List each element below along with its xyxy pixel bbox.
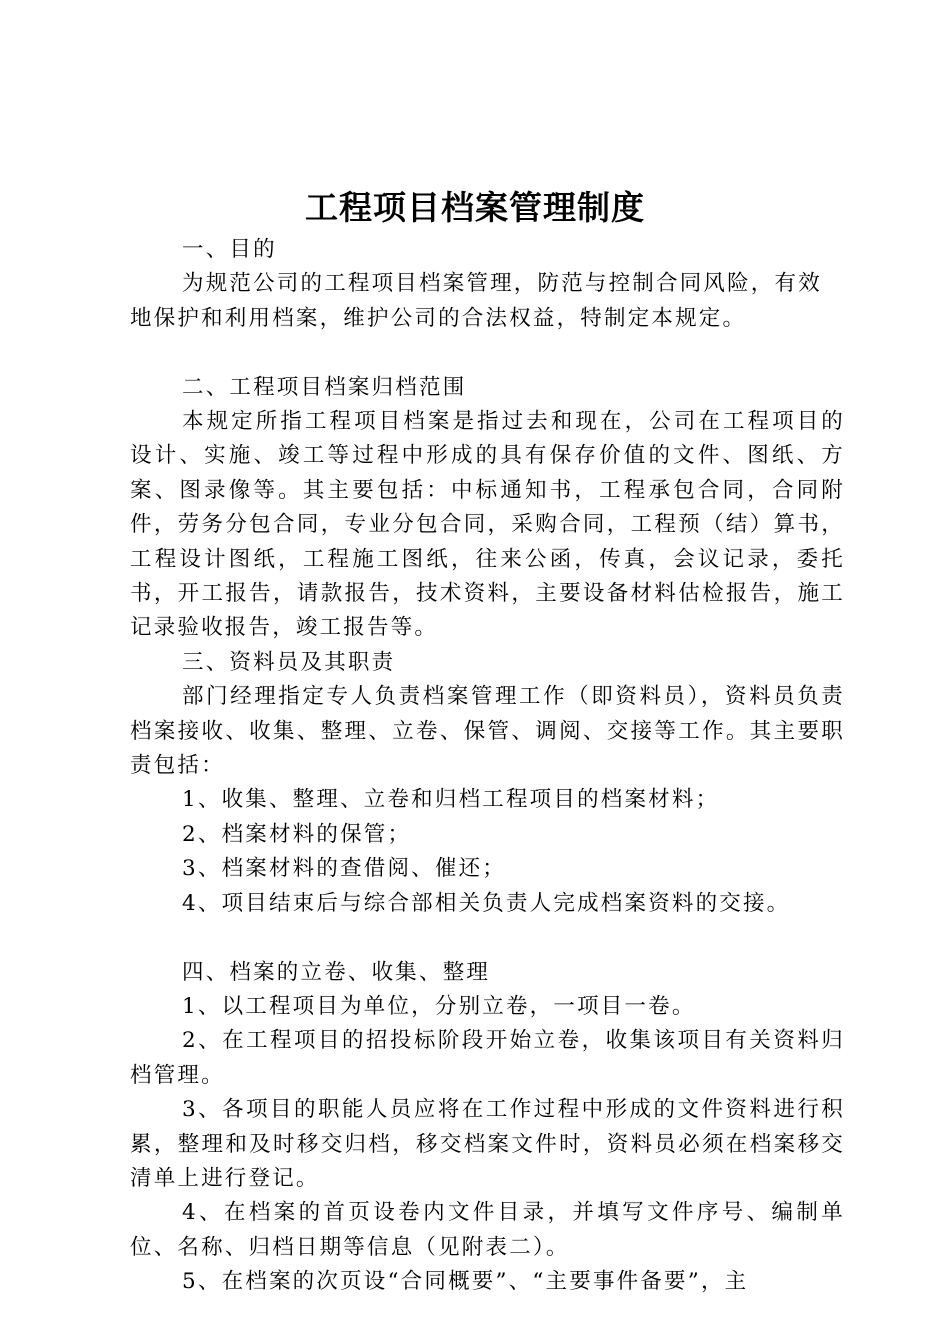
- section-3-item: 2、档案材料的保管；: [182, 821, 412, 847]
- section-1-heading: 一、目的: [182, 237, 277, 262]
- section-3-paragraph: 部门经理指定专人负责档案管理工作（即资料员），资料员负责档案接收、收集、整理、立卷、保管、调阅、交接等工作。其主要职责包括：: [130, 684, 845, 779]
- section-1-paragraph: 为规范公司的工程项目档案管理，防范与控制合同风险，有效地保护和利用档案，维护公司的合法权益，特制定本规定。: [130, 271, 822, 331]
- section-2-paragraph: 本规定所指工程项目档案是指过去和现在，公司在工程项目的设计、实施、竣工等过程中形成的具有保存价值的文件、图纸、方案、图录像等。其主要包括：中标通知书，工程承包合同，合同附件，劳务分包合同，专业分包合同，采购合同，工程预（结）算书，工程设计图纸，工程施工图纸，往来公函，传真，会议记录，委托书，开工报告，请款报告，技术资料，主要设备材料估检报告，施工记录验收报告，竣工报告等。: [130, 409, 845, 641]
- document-title: 工程项目档案管理制度: [305, 188, 645, 227]
- section-3-item: 4、项目结束后与综合部相关负责人完成档案资料的交接。: [182, 890, 791, 916]
- section-4-item: 1、以工程项目为单位，分别立卷，一项目一卷。: [182, 993, 696, 1019]
- section-4-item: 5、在档案的次页设“合同概要”、“主要事件备要”，主: [182, 1269, 749, 1295]
- section-4-heading: 四、档案的立卷、收集、整理: [182, 959, 491, 985]
- section-3-item: 1、收集、整理、立卷和归档工程项目的档案材料；: [182, 787, 720, 813]
- section-4-item: 3、各项目的职能人员应将在工作过程中形成的文件资料进行积累，整理和及时移交归档，移交档案文件时，资料员必须在档案移交清单上进行登记。: [130, 1097, 845, 1191]
- section-2-heading: 二、工程项目档案归档范围: [182, 374, 467, 400]
- section-3-heading: 三、资料员及其职责: [182, 649, 396, 675]
- blank-line: [130, 921, 845, 955]
- section-4-item: 4、在档案的首页设卷内文件目录，并填写文件序号、编制单位、名称、归档日期等信息（见附表二）。: [130, 1200, 845, 1260]
- blank-line: [130, 336, 845, 370]
- document-body: [130, 233, 845, 1300]
- section-4-item: 2、在工程项目的招投标阶段开始立卷，收集该项目有关资料归档管理。: [130, 1028, 845, 1088]
- section-3-item: 3、档案材料的查借阅、催还；: [182, 856, 506, 882]
